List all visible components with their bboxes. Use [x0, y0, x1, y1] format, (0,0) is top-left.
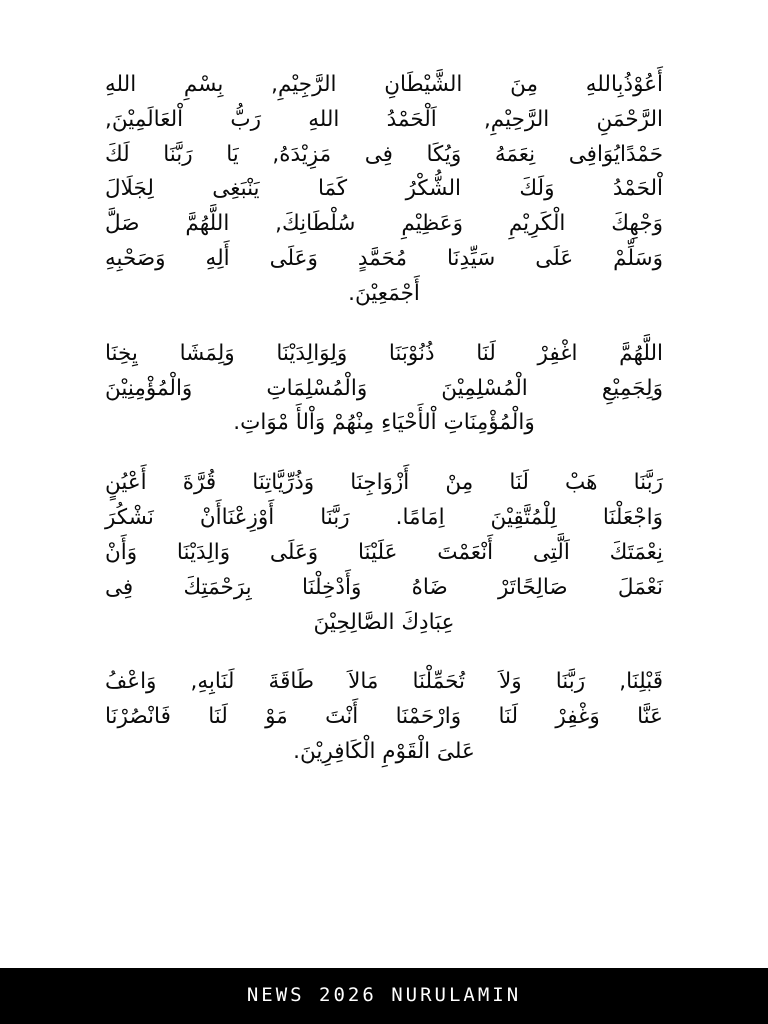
- dua-line: نَعْمَلَ صَالِحًاتَرْ ضَاهُ وَأَدْخِلْنَا بِرَحْمَتِكَ فِى: [105, 574, 663, 600]
- dua-paragraph-2: [105, 337, 663, 441]
- dua-paragraph-1: [105, 68, 663, 312]
- dua-line: وَسَلِّمْ عَلَى سَيِّدِنَا مُحَمَّدٍ وَعَلَى أَلِهِ وَصَحْبِهِ: [105, 246, 663, 272]
- dua-line: قَبْلِنَا, رَبَّنَا وَلاَ تُحَمِّلْنَا مَالاَ طَاقَةَ لَنَابِهِ, وَاعْفُ: [105, 669, 663, 695]
- dua-line: الرَّحْمَنِ الرَّحِيْمِ, اَلْحَمْدُ اللهِ رَبُّ اْلعَالَمِيْنَ,: [105, 106, 663, 132]
- footer-banner-text: NEWS 2026 NURULAMIN: [246, 984, 522, 1006]
- dua-line: نِعْمَتَكَ اَلَّتِى أَنْعَمْتَ عَلَيْنَا وَعَلَى وَالِدَيْنَا وَأَنْ: [105, 539, 663, 565]
- dua-paragraph-3: [105, 466, 663, 640]
- dua-line: اللَّهُمَّ اغْفِرْ لَنَا ذُنُوْبَنَا وَلِوَالِدَيْنَا وَلِمَشَا يِخِنَا: [105, 340, 663, 366]
- dua-line: عِبَادِكَ الصَّالِحِيْنَ: [313, 609, 455, 635]
- dua-line: وَجْهِكَ الْكَرِيْمِ وَعَظِيْمِ سُلْطَانِكَ, اللَّهُمَّ صَلَّ: [105, 211, 663, 237]
- dua-line: وَاجْعَلْنَا لِلْمُتَّقِيْنَ اِمَامًا. رَبَّنَا أَوْزِعْنَاأَنْ نَشْكُرَ: [105, 505, 663, 531]
- dua-line: عَلىَ الْقَوْمِ الْكَافِرِيْنَ.: [293, 739, 475, 765]
- dua-line: عَنَّا وَغْفِرْ لَنَا وَارْحَمْنَا أَنْتَ مَوْ لَنَا فَانْصُرْنَا: [105, 704, 663, 730]
- dua-line: أَجْمَعِيْنَ.: [348, 280, 420, 306]
- dua-line: حَمْدًايُوَافِى نِعَمَهُ وَيُكَا فِى مَزِيْدَهُ, يَا رَبَّنَا لَكَ: [105, 141, 663, 167]
- footer-banner: [0, 968, 768, 1024]
- dua-line: وَالْمُؤْمِنَاتِ اْلأَحْيَاءِ مِنْهُمْ وَاْلأَ مْوَاتِ.: [233, 410, 535, 436]
- dua-paragraph-4: [105, 665, 663, 769]
- dua-line: رَبَّنَا هَبْ لَنَا مِنْ أَزْوَاجِنَا وَذُرِّيَّاتِنَا قُرَّةَ أَعْيُنٍ: [105, 470, 663, 496]
- dua-line: أَعُوْذُبِاللهِ مِنَ الشَّيْطَانِ الرَّجِيْمِ, بِسْمِ اللهِ: [105, 72, 663, 97]
- dua-line: اْلحَمْدُ وَلَكَ الشُّكْرُ كَمَا يَنْبَغِى لِجَلَالَ: [105, 176, 663, 202]
- dua-line: وَلِجَمِيْعِ الْمُسْلِمِيْنَ وَالْمُسْلِمَاتِ وَالْمُؤْمِنِيْنَ: [105, 375, 663, 401]
